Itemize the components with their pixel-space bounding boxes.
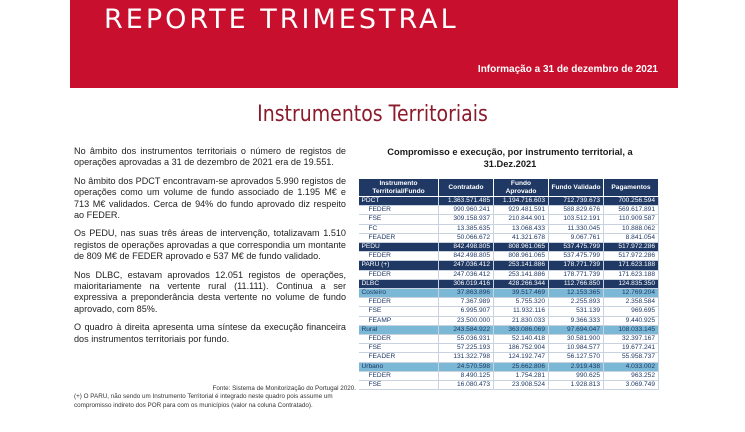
value-cell: 842.498.805	[439, 243, 494, 252]
value-cell: 1.754.281	[494, 371, 549, 380]
row-label: FEADER	[359, 353, 439, 362]
value-cell: 210.844.901	[494, 215, 549, 224]
table-row	[359, 215, 659, 224]
table-row	[359, 224, 659, 233]
value-cell: 52.140.418	[494, 335, 549, 344]
table-row	[359, 270, 659, 279]
value-cell: 55.036.931	[439, 335, 494, 344]
row-label: Rural	[359, 325, 439, 334]
row-label: PEDU	[359, 243, 439, 252]
value-cell: 253.141.886	[494, 261, 549, 270]
value-cell: 39.517.469	[494, 289, 549, 298]
value-cell: 112.766.850	[549, 279, 604, 288]
report-title: REPORTE TRIMESTRAL	[104, 4, 459, 35]
table-row	[359, 307, 659, 316]
value-cell: 5.755.320	[494, 298, 549, 307]
value-cell: 247.036.412	[439, 261, 494, 270]
value-cell: 569.617.891	[604, 206, 659, 215]
value-cell: 309.158.937	[439, 215, 494, 224]
value-cell: 110.909.587	[604, 215, 659, 224]
value-cell: 37.863.896	[439, 289, 494, 298]
value-cell: 13.068.433	[494, 224, 549, 233]
row-label: FEADER	[359, 233, 439, 242]
table-row	[359, 243, 659, 252]
value-cell: 842.498.805	[439, 252, 494, 261]
row-label: FEDER	[359, 298, 439, 307]
table-row	[359, 353, 659, 362]
value-cell: 10.888.062	[604, 224, 659, 233]
value-cell: 8.490.125	[439, 371, 494, 380]
value-cell: 124.192.747	[494, 353, 549, 362]
value-cell: 9.440.925	[604, 316, 659, 325]
value-cell: 25.662.806	[494, 362, 549, 371]
row-label: PDCT	[359, 197, 439, 206]
body-text	[74, 146, 346, 352]
value-cell: 55.958.737	[604, 353, 659, 362]
table-row	[359, 289, 659, 298]
value-cell: 50.066.672	[439, 233, 494, 242]
value-cell: 57.225.193	[439, 344, 494, 353]
value-cell: 41.321.678	[494, 233, 549, 242]
value-cell: 131.322.798	[439, 353, 494, 362]
table-row	[359, 197, 659, 206]
value-cell: 990.960.241	[439, 206, 494, 215]
value-cell: 517.972.286	[604, 252, 659, 261]
value-cell: 990.625	[549, 371, 604, 380]
value-cell: 253.141.886	[494, 270, 549, 279]
value-cell: 537.475.799	[549, 252, 604, 261]
value-cell: 517.972.286	[604, 243, 659, 252]
paragraph: No âmbito dos PDCT encontravam-se aprovados 5.990 registos de operações como um volume de fundo associado de 1.195 M€ e 713 M€ validados. Cerca de 94% do fundo aprovado diz respeito ao FEDER.	[74, 175, 346, 221]
value-cell: 178.771.739	[549, 261, 604, 270]
row-label: FSE	[359, 344, 439, 353]
value-cell: 11.932.116	[494, 307, 549, 316]
value-cell: 2.255.893	[549, 298, 604, 307]
row-label: PARU (+)	[359, 261, 439, 270]
value-cell: 969.695	[604, 307, 659, 316]
table-row	[359, 279, 659, 288]
row-label: FEAMP	[359, 316, 439, 325]
section-title: Instrumentos Territoriais	[257, 102, 488, 127]
value-cell: 10.984.577	[549, 344, 604, 353]
column-header: Fundo Validado	[549, 179, 604, 197]
table-row	[359, 233, 659, 242]
footnote	[74, 385, 356, 410]
value-cell: 4.033.002	[604, 362, 659, 371]
value-cell: 247.036.412	[439, 270, 494, 279]
value-cell: 363.086.069	[494, 325, 549, 334]
value-cell: 97.694.047	[549, 325, 604, 334]
report-banner	[70, 0, 678, 88]
value-cell: 11.330.045	[549, 224, 604, 233]
paragraph: O quadro à direita apresenta uma síntese da execução financeira dos instrumentos territoriais por fundo.	[74, 322, 346, 344]
value-cell: 16.080.473	[439, 381, 494, 390]
value-cell: 7.367.989	[439, 298, 494, 307]
table-row	[359, 252, 659, 261]
value-cell: 2.919.438	[549, 362, 604, 371]
row-label: DLBC	[359, 279, 439, 288]
row-label: Urbano	[359, 362, 439, 371]
table-title: Compromisso e execução, por instrumento territorial, a 31.Dez.2021	[387, 147, 633, 169]
value-cell: 13.385.635	[439, 224, 494, 233]
value-cell: 23.500.000	[439, 316, 494, 325]
value-cell: 9.366.333	[549, 316, 604, 325]
value-cell: 30.581.900	[549, 335, 604, 344]
execution-table	[358, 178, 659, 390]
value-cell: 537.475.799	[549, 243, 604, 252]
value-cell: 186.752.904	[494, 344, 549, 353]
table-row	[359, 371, 659, 380]
value-cell: 171.623.188	[604, 261, 659, 270]
value-cell: 103.512.191	[549, 215, 604, 224]
value-cell: 6.995.907	[439, 307, 494, 316]
row-label: FEDER	[359, 335, 439, 344]
value-cell: 243.584.922	[439, 325, 494, 334]
value-cell: 19.677.241	[604, 344, 659, 353]
row-label: FEDER	[359, 371, 439, 380]
report-date: Informação a 31 de dezembro de 2021	[477, 64, 658, 75]
table-row	[359, 316, 659, 325]
row-label: FEDER	[359, 270, 439, 279]
paragraph: Nos DLBC, estavam aprovados 12.051 registos de operações, maioritariamente na vertente rural (11.111). Continua a ser expressiva a preponderância desta vertente no volume de fundo aprovado, com 85%.	[74, 269, 346, 314]
column-header: Pagamentos	[604, 179, 659, 197]
table-row	[359, 362, 659, 371]
row-label: FEDER	[359, 206, 439, 215]
row-label: FSE	[359, 307, 439, 316]
value-cell: 8.841.054	[604, 233, 659, 242]
value-cell: 56.127.570	[549, 353, 604, 362]
value-cell: 24.570.598	[439, 362, 494, 371]
value-cell: 700.256.594	[604, 197, 659, 206]
source-note: Fonte: Sistema de Monitorização do Portugal 2020.	[212, 385, 356, 392]
row-label: FC	[359, 224, 439, 233]
value-cell: 306.019.416	[439, 279, 494, 288]
paru-note: (+) O PARU, não sendo um Instrumento Territorial é integrado neste quadro pois assume um compromisso indireto dos POR para com os municípios (valor na coluna Contratado).	[74, 393, 333, 409]
value-cell: 808.961.065	[494, 252, 549, 261]
table-row	[359, 381, 659, 390]
value-cell: 808.961.065	[494, 243, 549, 252]
value-cell: 531.139	[549, 307, 604, 316]
table-body	[359, 197, 659, 390]
value-cell: 3.069.749	[604, 381, 659, 390]
table-row	[359, 335, 659, 344]
table-row	[359, 206, 659, 215]
column-header: Contratado	[439, 179, 494, 197]
value-cell: 23.908.524	[494, 381, 549, 390]
value-cell: 178.771.739	[549, 270, 604, 279]
value-cell: 32.397.167	[604, 335, 659, 344]
table-row	[359, 344, 659, 353]
value-cell: 9.067.761	[549, 233, 604, 242]
row-label: FSE	[359, 215, 439, 224]
column-header: Fundo Aprovado	[494, 179, 549, 197]
value-cell: 963.252	[604, 371, 659, 380]
value-cell: 2.358.584	[604, 298, 659, 307]
column-header: Instrumento Territorial/Fundo	[359, 179, 439, 197]
row-label: FEDER	[359, 252, 439, 261]
row-label: Costeiro	[359, 289, 439, 298]
value-cell: 1.363.571.485	[439, 197, 494, 206]
value-cell: 712.739.673	[549, 197, 604, 206]
value-cell: 1.194.716.603	[494, 197, 549, 206]
paragraph: Os PEDU, nas suas três áreas de intervenção, totalizavam 1.510 registos de operações aprovadas a que correspondia um montante de 809 M€ de FEDER aprovado e 537 M€ de fundo validado.	[74, 228, 346, 262]
value-cell: 588.829.676	[549, 206, 604, 215]
value-cell: 171.623.188	[604, 270, 659, 279]
value-cell: 12.153.365	[549, 289, 604, 298]
table-row	[359, 325, 659, 334]
table-row	[359, 298, 659, 307]
value-cell: 124.835.350	[604, 279, 659, 288]
value-cell: 929.481.591	[494, 206, 549, 215]
value-cell: 428.266.344	[494, 279, 549, 288]
value-cell: 108.033.145	[604, 325, 659, 334]
value-cell: 21.830.033	[494, 316, 549, 325]
value-cell: 12.769.204	[604, 289, 659, 298]
row-label: FSE	[359, 381, 439, 390]
value-cell: 1.928.813	[549, 381, 604, 390]
paragraph: No âmbito dos instrumentos territoriais o número de registos de operações aprovadas a 31 de dezembro de 2021 era de 19.551.	[74, 146, 346, 168]
table-header-row	[359, 179, 659, 197]
table-row	[359, 261, 659, 270]
